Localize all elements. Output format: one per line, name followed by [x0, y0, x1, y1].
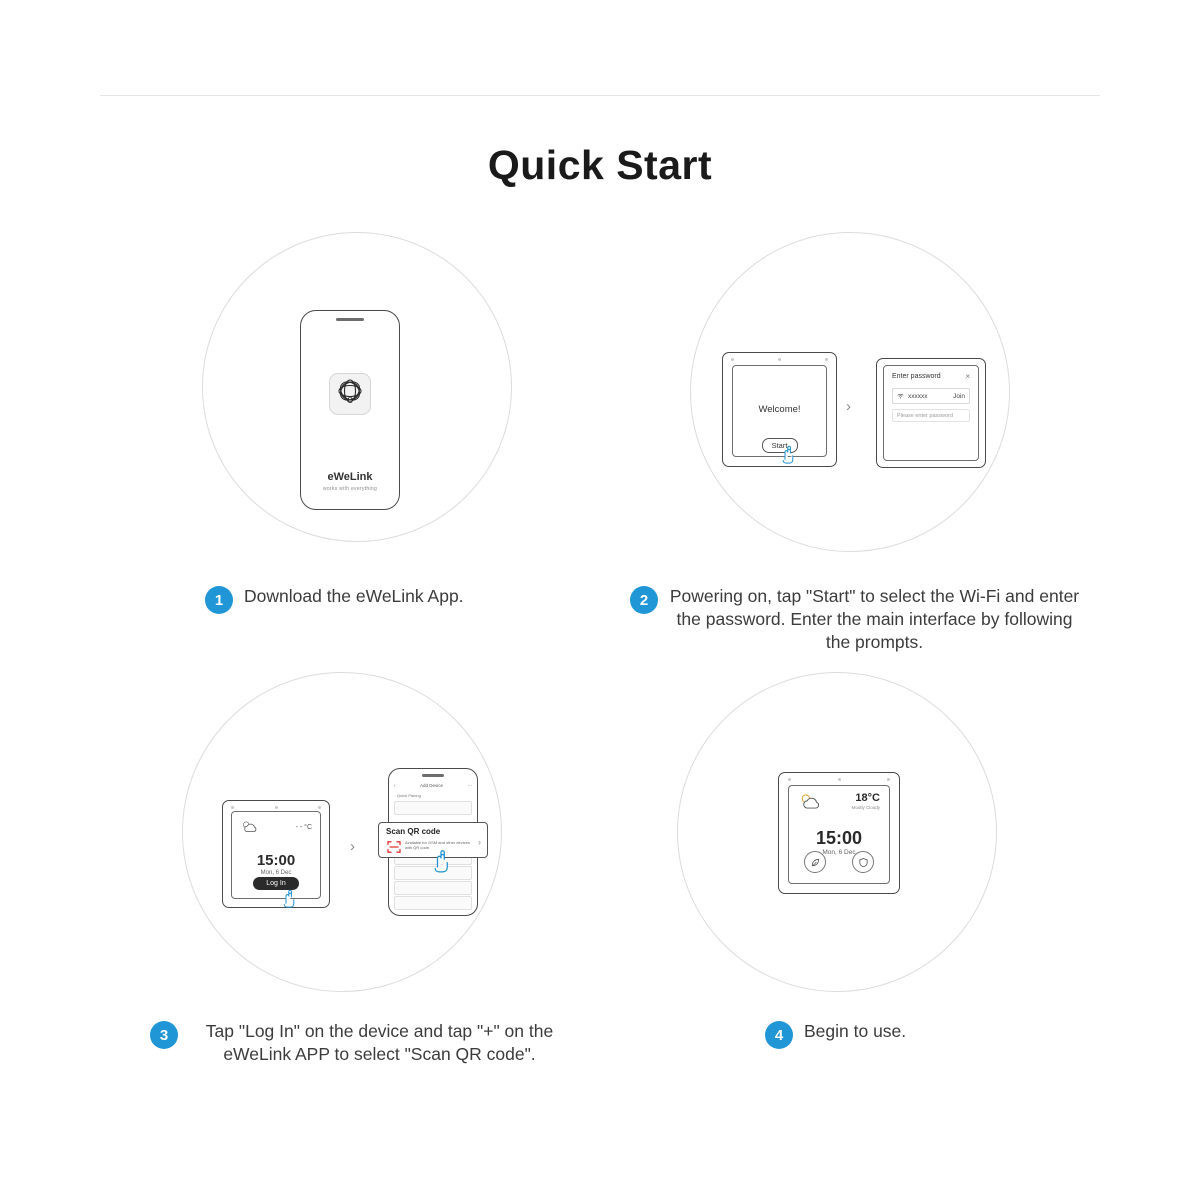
screw-icon [231, 806, 234, 809]
step-2-arrow: › [846, 398, 851, 415]
step-4-caption [765, 1020, 1065, 1049]
step-4-text: Begin to use. [804, 1021, 907, 1041]
page-title: Quick Start [487, 142, 713, 188]
header-divider [100, 95, 1100, 96]
step-3-arrow: › [350, 838, 355, 855]
clock-time: 15:00 [256, 852, 296, 869]
password-input[interactable] [892, 409, 970, 422]
step-1-badge: 1 [205, 586, 233, 614]
screw-icon [788, 778, 791, 781]
screw-icon [887, 778, 890, 781]
quick-action-row [789, 851, 889, 873]
join-button[interactable]: Join [953, 392, 965, 400]
eco-leaf-icon[interactable] [804, 851, 826, 873]
weather-cloud-sun-icon [798, 792, 824, 812]
weather-row [798, 792, 880, 812]
ewelink-logo-icon [329, 373, 371, 415]
phone-speaker-icon [336, 318, 364, 321]
clock-time: 15:00 [815, 828, 863, 848]
screw-icon [731, 358, 734, 361]
login-button[interactable]: Log In [253, 877, 299, 890]
start-button[interactable]: Start [762, 438, 798, 453]
app-header [394, 783, 472, 788]
clock-date: Mon, 6 Dec [822, 849, 856, 856]
password-placeholder: Please enter password [897, 412, 953, 419]
tap-hand-icon [779, 444, 795, 464]
temperature-value: 18°C [855, 792, 880, 804]
temperature-value: - - °C [295, 823, 312, 831]
device-screen [732, 365, 827, 457]
device-screen [231, 811, 321, 899]
step-3-badge: 3 [150, 1021, 178, 1049]
shield-icon[interactable] [852, 851, 874, 873]
step-3-caption [150, 1020, 570, 1066]
screw-icon [778, 358, 781, 361]
screw-icon [318, 806, 321, 809]
step-2-caption [630, 585, 1080, 654]
scan-qr-description: Available for GSM and other devices with QR code. [405, 840, 470, 850]
welcome-text: Welcome! [758, 404, 801, 415]
device-panel-welcome [722, 352, 837, 467]
screw-icon [275, 806, 278, 809]
wifi-ssid: xxxxxx [908, 392, 928, 400]
step-2-badge: 2 [630, 586, 658, 614]
step-2-text: Powering on, tap "Start" to select the Wi-Fi and enter the password. Enter the main interface by following the prompts. [669, 586, 1080, 652]
wifi-network-row[interactable] [892, 388, 970, 404]
app-list-item[interactable] [394, 896, 472, 910]
weather-row [240, 820, 312, 834]
password-dialog [883, 365, 979, 461]
device-panel-login [222, 800, 330, 908]
step-4-badge: 4 [765, 1021, 793, 1049]
scan-qr-title: Scan QR code [386, 827, 441, 836]
app-header-title: Add Device [419, 783, 443, 788]
chevron-right-icon: › [478, 837, 481, 847]
step-1-caption [205, 585, 535, 614]
close-icon[interactable]: × [965, 372, 970, 381]
dialog-title: Enter password [892, 373, 941, 380]
phone-mockup-step1 [300, 310, 400, 510]
brand-name: eWeLink [327, 471, 373, 483]
device-panel-password [876, 358, 986, 468]
brand-tagline: works with everything [322, 486, 378, 492]
overflow-icon[interactable]: ··· [467, 783, 472, 788]
wifi-icon [897, 393, 904, 399]
tap-hand-icon [430, 848, 450, 873]
device-screen [788, 785, 890, 884]
device-panel-home [778, 772, 900, 894]
weather-description: Mostly Cloudy [851, 805, 880, 810]
step-1-text: Download the eWeLink App. [244, 586, 464, 606]
screw-icon [838, 778, 841, 781]
step-3-text: Tap "Log In" on the device and tap "+" on the eWeLink APP to select "Scan QR code". [205, 1021, 554, 1064]
app-list-item[interactable] [394, 881, 472, 895]
weather-cloud-sun-icon [240, 820, 260, 834]
back-icon[interactable]: ‹ [394, 783, 396, 788]
qr-scan-icon [387, 840, 401, 854]
svg-text:e: e [347, 391, 353, 406]
tap-hand-icon [280, 888, 296, 908]
clock-date: Mon, 6 Dec [260, 870, 292, 876]
phone-speaker-icon [422, 774, 444, 777]
screw-icon [825, 358, 828, 361]
section-label: Quick Pairing [397, 793, 421, 798]
app-list-item[interactable] [394, 801, 472, 815]
